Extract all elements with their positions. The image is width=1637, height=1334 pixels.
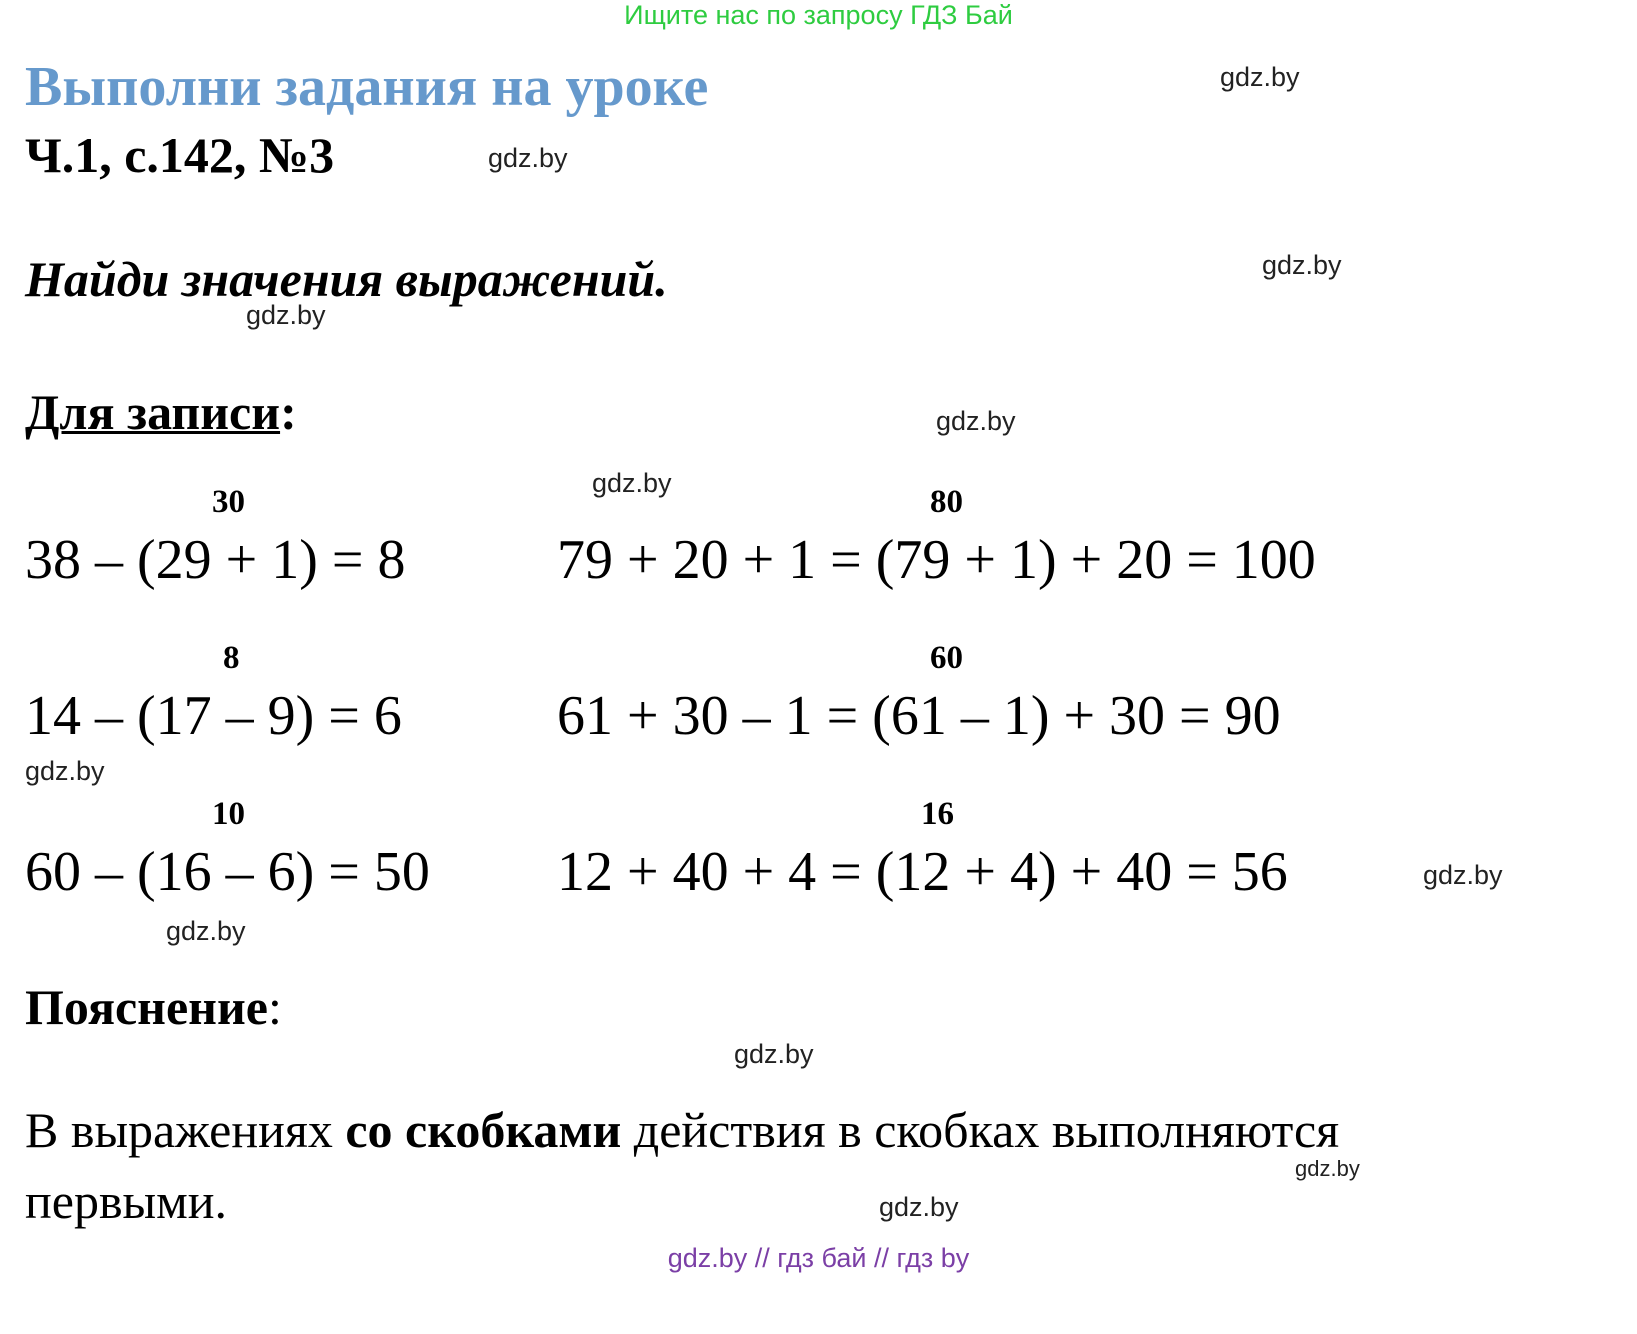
explanation-heading bbox=[25, 978, 282, 1036]
watermark: gdz.by bbox=[166, 916, 246, 946]
explanation-bold-phrase: со скобками bbox=[345, 1102, 622, 1158]
watermark: gdz.by bbox=[879, 1192, 959, 1222]
expression-row2-right: 61 + 30 – 1 = (61 – 1) + 30 = 90 bbox=[557, 685, 1281, 747]
exercise-reference: Ч.1, с.142, №3 bbox=[25, 127, 335, 183]
watermark: gdz.by bbox=[1423, 860, 1503, 890]
explanation-colon: : bbox=[268, 979, 282, 1035]
hint-row2-right: 60 bbox=[930, 640, 963, 676]
watermark: gdz.by bbox=[936, 406, 1016, 436]
explanation-line-2: первыми. bbox=[25, 1173, 228, 1229]
hint-row1-right: 80 bbox=[930, 484, 963, 520]
task-statement: Найди значения выражений. bbox=[25, 251, 668, 307]
explanation-text-part1: В выражениях bbox=[25, 1102, 346, 1158]
watermark: gdz.by bbox=[246, 300, 326, 330]
record-label: Для записи bbox=[25, 384, 281, 440]
expression-row1-right: 79 + 20 + 1 = (79 + 1) + 20 = 100 bbox=[557, 529, 1316, 591]
hint-row2-left: 8 bbox=[223, 640, 240, 676]
expression-row3-right: 12 + 40 + 4 = (12 + 4) + 40 = 56 bbox=[557, 841, 1288, 903]
expression-row1-left: 38 – (29 + 1) = 8 bbox=[25, 529, 406, 591]
watermark: gdz.by bbox=[1262, 250, 1342, 280]
watermark: gdz.by bbox=[488, 143, 568, 173]
top-banner: Ищите нас по запросу ГДЗ Бай bbox=[624, 0, 1013, 30]
watermark: gdz.by bbox=[25, 756, 105, 786]
record-heading bbox=[25, 383, 297, 441]
page-heading: Выполни задания на уроке bbox=[25, 56, 709, 118]
hint-row1-left: 30 bbox=[212, 484, 245, 520]
watermark: gdz.by bbox=[1220, 62, 1300, 92]
expression-row2-left: 14 – (17 – 9) = 6 bbox=[25, 685, 402, 747]
watermark: gdz.by bbox=[1295, 1156, 1360, 1181]
hint-row3-right: 16 bbox=[921, 796, 954, 832]
expression-row3-left: 60 – (16 – 6) = 50 bbox=[25, 841, 430, 903]
watermark: gdz.by bbox=[734, 1039, 814, 1069]
watermark: gdz.by bbox=[592, 468, 672, 498]
explanation-text-part2: действия в скобках выполняются bbox=[621, 1102, 1340, 1158]
record-colon: : bbox=[280, 384, 297, 440]
hint-row3-left: 10 bbox=[212, 796, 245, 832]
explanation-label: Пояснение bbox=[25, 979, 268, 1035]
footer-links: gdz.by // гдз бай // гдз by bbox=[667, 1243, 970, 1273]
explanation-line-1 bbox=[25, 1101, 1339, 1159]
